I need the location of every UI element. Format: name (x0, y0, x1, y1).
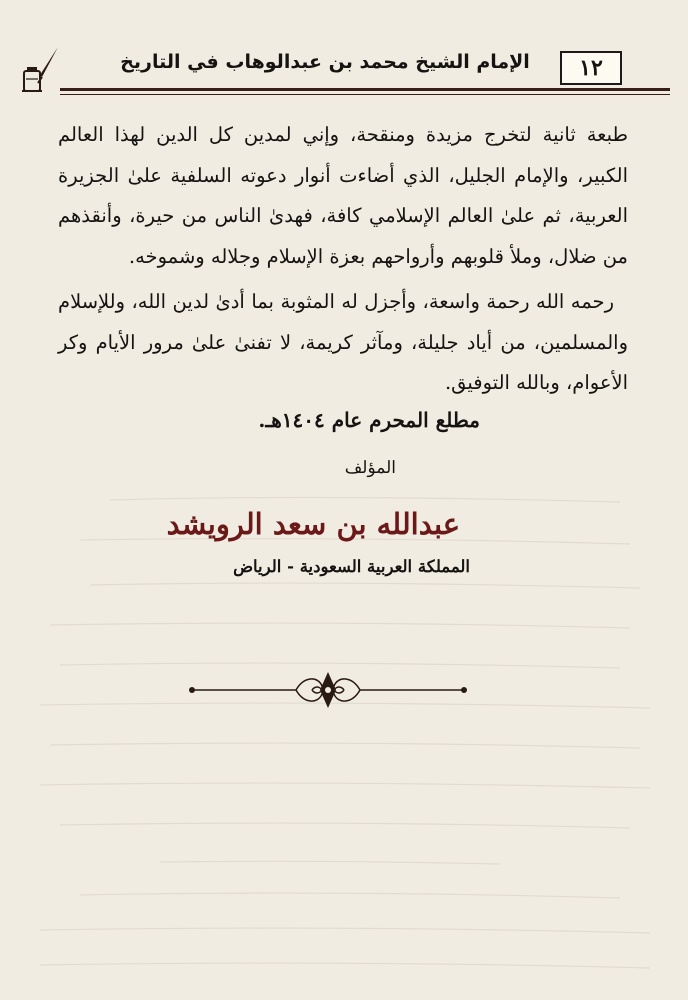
paragraph-text: طبعة ثانية لتخرج مزيدة ومنقحة، وإني لمدين كل الدين لهذا العالم الكبير، والإمام الجليل، الذي أضاءت أنوار دعوته السلفية علىٰ الجزيرة العربية، ثم علىٰ العالم الإسلامي كافة، فهدىٰ الناس من حيرة، وأنقذهم من ضلال، وملأ قلوبهم وأرواحهم بعزة الإسلام وجلاله وشموخه. (58, 123, 628, 268)
page-header (18, 45, 670, 99)
quill-inkpot-icon (18, 45, 62, 97)
paragraph-text: رحمه الله رحمة واسعة، وأجزل له المثوبة بما أدىٰ لدين الله، وللإسلام والمسلمين، من أياد جليلة، ومآثر كريمة، لا تفنىٰ علىٰ مرور الأيام وكر الأعوام، وبالله التوفيق. (58, 290, 628, 394)
author-label: المؤلف (344, 458, 396, 478)
header-rule (60, 88, 670, 91)
paragraph-2 (58, 282, 628, 404)
floral-divider-ornament (186, 668, 470, 712)
paragraph-1 (58, 115, 628, 277)
author-location: المملكة العربية السعودية - الرياض (233, 557, 470, 576)
date-line: مطلع المحرم عام ١٤٠٤هـ. (258, 408, 480, 432)
author-name: عبدالله بن سعد الرويشد (166, 507, 460, 541)
running-title: الإمام الشيخ محمد بن عبدالوهاب في التاريخ (120, 51, 530, 73)
header-rule-thin (60, 94, 670, 95)
page-number: ١٢ (560, 51, 622, 85)
